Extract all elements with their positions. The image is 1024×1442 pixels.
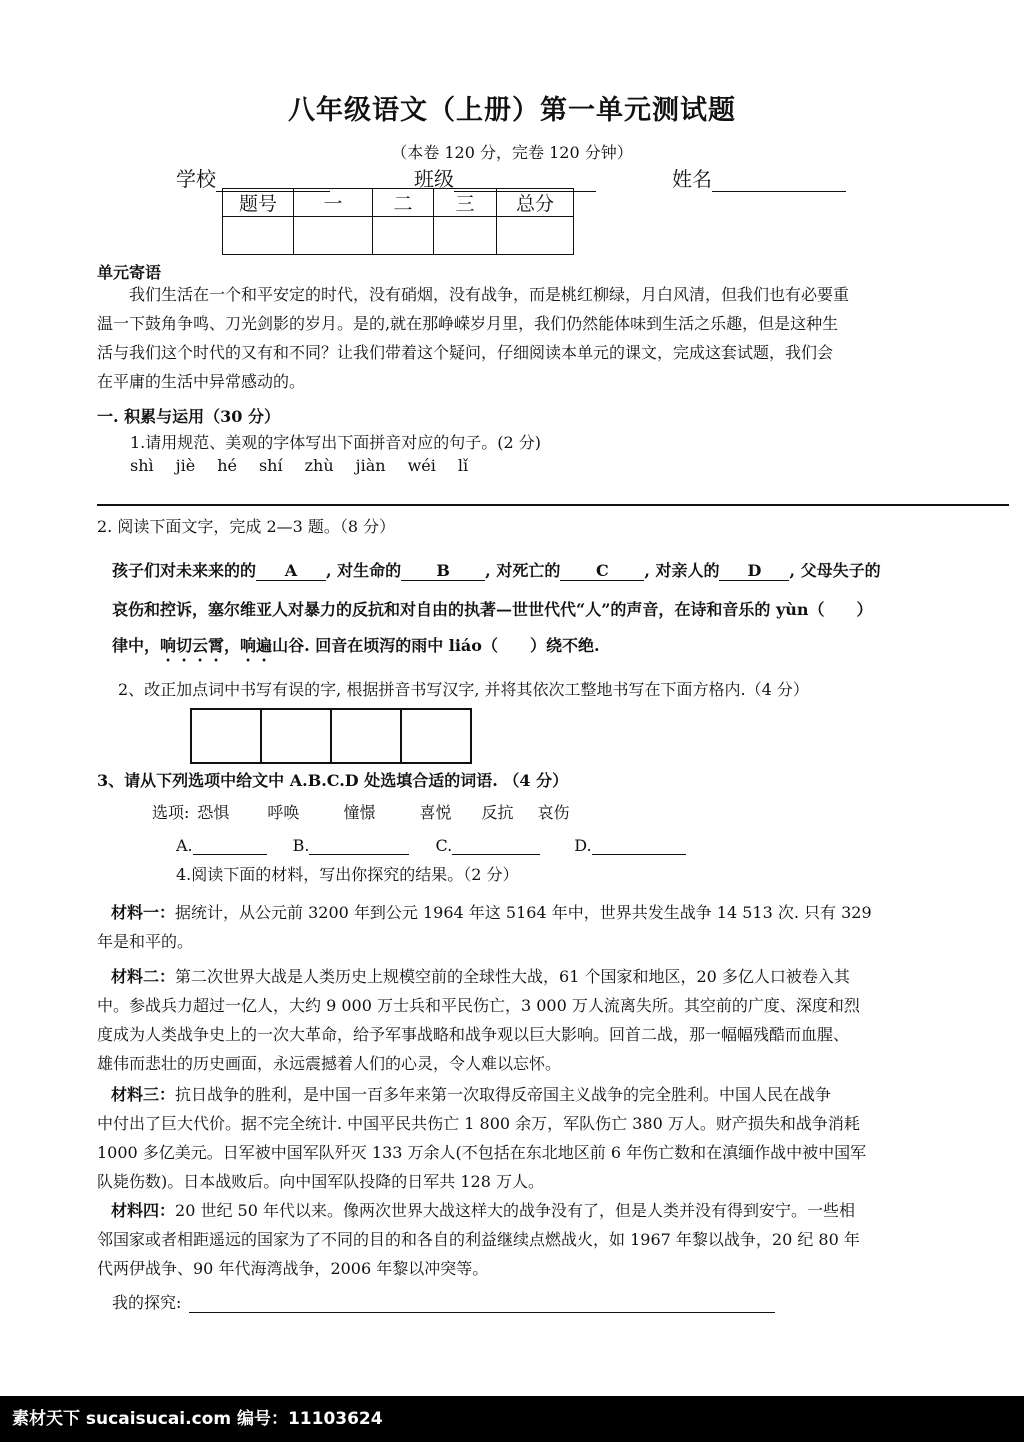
option-word: 呼唤 bbox=[267, 803, 300, 822]
reading-text: , 对生命的 bbox=[326, 561, 402, 580]
reading-text: , 对死亡的 bbox=[485, 561, 561, 580]
material-line: 度成为人类战争史上的一次大革命，给予军事战略和战争观以巨大影响。回首二战，那一幅幅残酷而血腥、 bbox=[97, 1025, 850, 1044]
reading-line-2: 哀伤和控诉，塞尔维亚人对暴力的反抗和对自由的执著—世世代代“人”的声音，在诗和音乐的 yùn（ ） bbox=[112, 600, 873, 619]
question-1: 1.请用规范、美观的字体写出下面拼音对应的句子。(2 分) bbox=[130, 433, 542, 452]
explore-blank[interactable] bbox=[189, 1294, 775, 1313]
score-table bbox=[222, 188, 574, 255]
score-header: 三 bbox=[434, 189, 497, 217]
intro-line: 我们生活在一个和平安定的时代，没有硝烟，没有战争，而是桃红柳绿，月白风清，但我们也有必要重 bbox=[129, 285, 850, 304]
option-word: 恐惧 bbox=[197, 803, 230, 822]
reading-text: 律中， bbox=[112, 636, 161, 655]
page-title: 八年级语文（上册）第一单元测试题 bbox=[288, 95, 736, 126]
dotted-word: 响切云霄 bbox=[160, 636, 225, 655]
material-1 bbox=[97, 898, 1009, 956]
options-row bbox=[152, 800, 570, 823]
answer-box[interactable] bbox=[332, 710, 402, 762]
explore-field bbox=[112, 1290, 775, 1313]
score-header: 一 bbox=[294, 189, 373, 217]
answer-blank-c[interactable] bbox=[452, 836, 540, 855]
answer-blank-a[interactable] bbox=[193, 836, 267, 855]
answer-box[interactable] bbox=[262, 710, 332, 762]
answer-line[interactable] bbox=[97, 504, 1009, 506]
answer-label: C. bbox=[435, 836, 453, 855]
score-header: 二 bbox=[373, 189, 434, 217]
score-cell[interactable] bbox=[434, 217, 497, 255]
answer-row bbox=[176, 836, 686, 855]
intro-line: 温一下鼓角争鸣、刀光剑影的岁月。是的,就在那峥嵘岁月里，我们仍然能体味到生活之乐趣，但是这种生 bbox=[97, 314, 839, 333]
pinyin-row bbox=[130, 456, 468, 475]
material-3 bbox=[97, 1080, 1009, 1196]
options-label: 选项: bbox=[152, 803, 190, 822]
answer-label: B. bbox=[292, 836, 310, 855]
reading-text: ， bbox=[224, 636, 241, 655]
option-word: 反抗 bbox=[481, 803, 514, 822]
pinyin-syllable: jiàn bbox=[355, 456, 386, 475]
reading-line-1 bbox=[112, 558, 881, 581]
material-line: 抗日战争的胜利，是中国一百多年来第一次取得反帝国主义战争的完全胜利。中国人民在战争 bbox=[175, 1085, 832, 1104]
reading-text: , 父母失子的 bbox=[789, 561, 881, 580]
material-label: 材料三： bbox=[111, 1085, 176, 1104]
pinyin-syllable: lǐ bbox=[457, 456, 469, 475]
name-field bbox=[672, 163, 846, 192]
score-cell[interactable] bbox=[294, 217, 373, 255]
material-label: 材料二： bbox=[111, 967, 176, 986]
school-label: 学校 bbox=[176, 167, 216, 191]
name-blank[interactable] bbox=[712, 173, 846, 192]
page-subtitle: （本卷 120 分，完卷 120 分钟） bbox=[391, 143, 633, 162]
score-header: 题号 bbox=[223, 189, 294, 217]
option-word: 哀伤 bbox=[537, 803, 570, 822]
answer-label: D. bbox=[574, 836, 592, 855]
material-line: 中付出了巨大代价。据不完全统计. 中国平民共伤亡 1 800 余万，军队伤亡 380 万人。财产损失和战争消耗 bbox=[97, 1114, 860, 1133]
question-3-instruction: 3、请从下列选项中给文中 A.B.C.D 处选填合适的词语. （4 分） bbox=[97, 771, 569, 790]
answer-blank-d[interactable] bbox=[592, 836, 686, 855]
pinyin-syllable: shí bbox=[258, 456, 283, 475]
question-2-instruction: 2、改正加点词中书写有误的字, 根据拼音书写汉字, 并将其依次工整地书写在下面方格内.（4 分） bbox=[118, 680, 809, 699]
score-cell[interactable] bbox=[497, 217, 574, 255]
explore-label: 我的探究: bbox=[112, 1293, 182, 1312]
intro-line: 在平庸的生活中异常感动的。 bbox=[97, 372, 306, 391]
pinyin-syllable: hé bbox=[217, 456, 237, 475]
reading-text: 孩子们对未来来的的 bbox=[112, 561, 257, 580]
question-2-heading: 2. 阅读下面文字，完成 2—3 题。（8 分） bbox=[97, 517, 396, 536]
answer-box[interactable] bbox=[192, 710, 262, 762]
pinyin-syllable: shì bbox=[130, 456, 154, 475]
answer-boxes bbox=[190, 708, 472, 764]
intro-text bbox=[97, 280, 1009, 396]
section1-heading: 一. 积累与运用（30 分） bbox=[97, 407, 280, 426]
material-line: 1000 多亿美元。日军被中国军队歼灭 133 万余人(不包括在东北地区前 6 年伤亡数和在滇缅作战中被中国军 bbox=[97, 1143, 867, 1162]
answer-blank-b[interactable] bbox=[309, 836, 409, 855]
material-label: 材料四： bbox=[111, 1201, 176, 1220]
intro-line: 活与我们这个时代的又有和不同？让我们带着这个疑问，仔细阅读本单元的课文，完成这套试题，我们会 bbox=[97, 343, 834, 362]
material-2 bbox=[97, 962, 1009, 1078]
material-line: 年是和平的。 bbox=[97, 932, 194, 951]
name-label: 姓名 bbox=[672, 167, 712, 191]
material-line: 中。参战兵力超过一亿人，大约 9 000 万士兵和平民伤亡，3 000 万人流离失所。其空前的广度、深度和烈 bbox=[97, 996, 860, 1015]
pinyin-syllable: jiè bbox=[175, 456, 196, 475]
blank-a[interactable]: A bbox=[256, 561, 326, 581]
material-4 bbox=[97, 1196, 1009, 1283]
reading-text: , 对亲人的 bbox=[644, 561, 720, 580]
reading-line-3 bbox=[112, 633, 600, 665]
pinyin-syllable: zhù bbox=[304, 456, 334, 475]
material-line: 雄伟而悲壮的历史画面，永远震撼着人们的心灵，令人难以忘怀。 bbox=[97, 1054, 562, 1073]
score-header: 总分 bbox=[497, 189, 574, 217]
material-line: 队毙伤数)。日本战败后。向中国军队投降的日军共 128 万人。 bbox=[97, 1172, 544, 1191]
material-line: 邻国家或者相距遥远的国家为了不同的目的和各自的利益继续点燃战火，如 1967 年黎以战争，20 纪 80 年 bbox=[97, 1230, 860, 1249]
watermark-banner: 素材天下 sucaisucai.com 编号：11103624 bbox=[0, 1396, 1024, 1442]
class-label: 班级 bbox=[414, 167, 454, 191]
answer-label: A. bbox=[176, 836, 193, 855]
material-line: 代两伊战争、90 年代海湾战争，2006 年黎以冲突等。 bbox=[97, 1259, 489, 1278]
material-line: 据统计，从公元前 3200 年到公元 1964 年这 5164 年中，世界共发生战争 14 513 次. 只有 329 bbox=[175, 903, 872, 922]
blank-c[interactable]: C bbox=[560, 561, 644, 581]
answer-box[interactable] bbox=[402, 710, 470, 762]
score-cell[interactable] bbox=[223, 217, 294, 255]
blank-d[interactable]: D bbox=[719, 561, 789, 581]
option-word: 喜悦 bbox=[419, 803, 452, 822]
score-cell[interactable] bbox=[373, 217, 434, 255]
pinyin-syllable: wéi bbox=[407, 456, 436, 475]
dotted-word: 响遍 bbox=[240, 636, 273, 655]
blank-b[interactable]: B bbox=[401, 561, 485, 581]
material-line: 20 世纪 50 年代以来。像两次世界大战这样大的战争没有了，但是人类并没有得到安宁。一些相 bbox=[175, 1201, 855, 1220]
question-4-instruction: 4.阅读下面的材料，写出你探究的结果。（2 分） bbox=[176, 865, 519, 884]
material-label: 材料一： bbox=[111, 903, 176, 922]
material-line: 第二次世界大战是人类历史上规模空前的全球性大战，61 个国家和地区，20 多亿人口被卷入其 bbox=[175, 967, 850, 986]
intro-heading: 单元寄语 bbox=[97, 263, 162, 282]
option-word: 憧憬 bbox=[343, 803, 376, 822]
reading-text: 山谷. 回音在顷泻的雨中 liáo（ ）绕不绝. bbox=[272, 636, 600, 655]
